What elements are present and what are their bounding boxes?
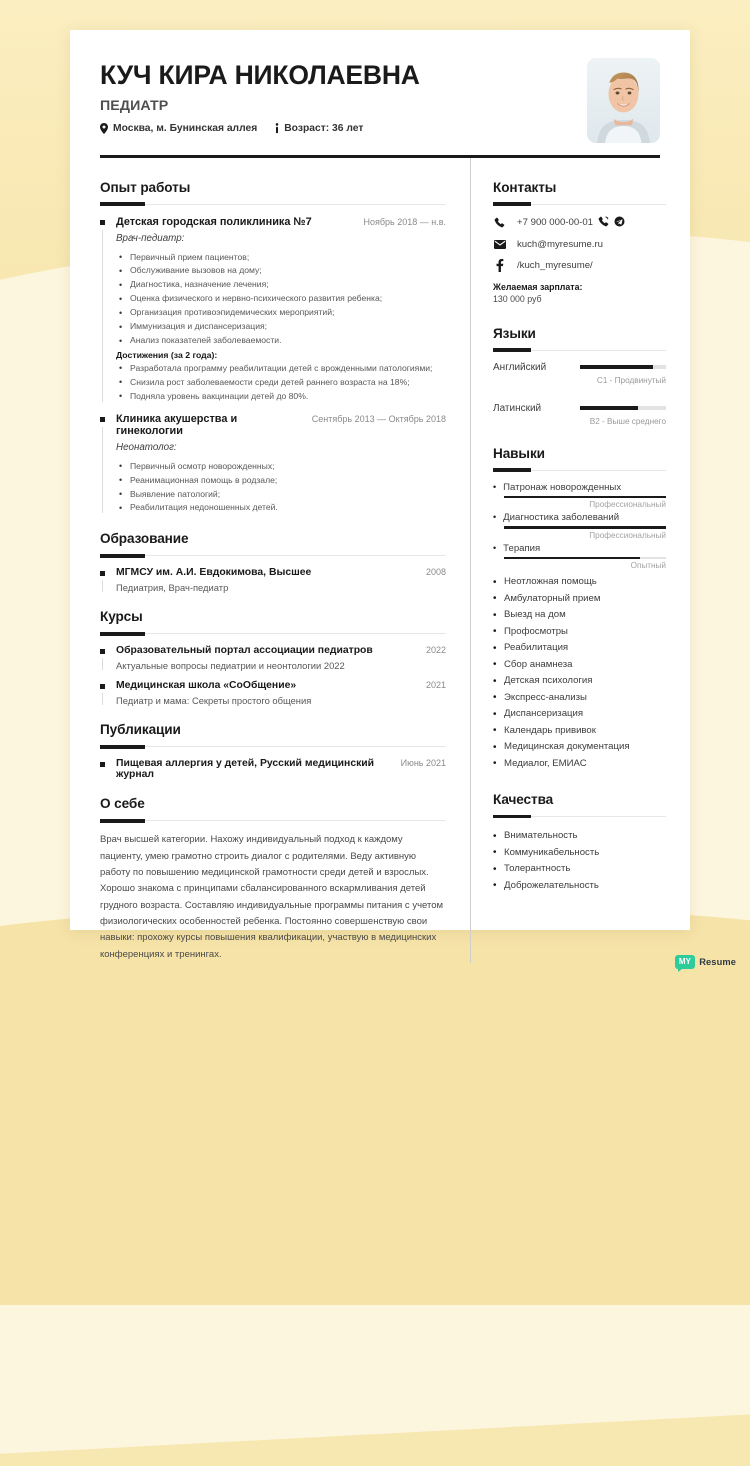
phone-number: +7 900 000-00-01 [517, 217, 594, 228]
header-meta-row [100, 123, 420, 134]
section-title-about: О себе [100, 796, 145, 812]
contact-social[interactable] [493, 259, 666, 272]
resume-document [70, 30, 690, 960]
main-column [70, 158, 470, 964]
contact-email[interactable] [493, 239, 666, 250]
section-title-education: Образование [100, 531, 189, 547]
course-item [100, 645, 446, 671]
list-item: • Диспансеризация [493, 706, 666, 723]
publication-item [100, 758, 446, 780]
logo-badge: MY [675, 955, 695, 970]
section-underline [100, 746, 446, 747]
bullet-icon: • [493, 512, 497, 522]
salary-value: 130 000 руб [493, 293, 542, 304]
language-name: Латинский [493, 402, 542, 414]
language-progress-bar [580, 406, 666, 410]
list-item: • Внимательность [493, 828, 666, 845]
age-meta [275, 123, 363, 134]
section-underline [493, 204, 666, 205]
section-title-courses: Курсы [100, 609, 143, 625]
section-title-contacts: Контакты [493, 179, 557, 195]
skill-level: Профессиональный [589, 500, 666, 509]
age-text: Возраст: 36 лет [284, 122, 364, 134]
social-handle: /kuch_myresume/ [517, 259, 593, 271]
section-languages [493, 326, 666, 426]
duties-list [116, 460, 446, 516]
position-name: Неонатолог: [116, 441, 177, 453]
achievements-list [116, 362, 446, 404]
education-item [100, 567, 446, 593]
section-underline [100, 633, 446, 634]
phone-icon [493, 217, 506, 228]
resume-body [70, 158, 690, 964]
section-underline [493, 816, 666, 817]
employment-dates: Сентябрь 2013 — Октябрь 2018 [311, 413, 446, 424]
section-title-publications: Публикации [100, 722, 181, 738]
language-row [493, 403, 666, 414]
skill-level: Профессиональный [589, 530, 666, 540]
qualities-list [493, 828, 666, 894]
job-title-subtitle: ПЕДИАТР [100, 97, 169, 114]
skill-rated-item [493, 482, 666, 510]
list-item: • Оценка физического и нервно-психического развития ребенка; [116, 292, 446, 306]
language-level: C1 - Продвинутый [596, 375, 666, 385]
section-title-languages: Языки [493, 325, 536, 341]
list-item: • Реабилитация [493, 640, 666, 657]
list-item: • Обслуживание вызовов на дому; [116, 264, 446, 278]
list-item: • Неотложная помощь [493, 574, 666, 591]
list-item: • Выезд на дом [493, 607, 666, 624]
list-item: • Первичный осмотр новорожденных; [116, 460, 446, 474]
duties-list [116, 251, 446, 348]
section-qualities [493, 792, 666, 894]
language-item [493, 362, 666, 385]
course-name: Актуальные вопросы педиатрии и неонтологии 2022 [116, 660, 345, 672]
list-item: • Профосмотры [493, 624, 666, 641]
salary-label: Желаемая зарплата: [493, 281, 583, 292]
language-row [493, 362, 666, 373]
school-name: МГМСУ им. А.И. Евдокимова, Высшее [116, 567, 312, 579]
location-pin-icon [100, 123, 108, 134]
skill-name: Диагностика заболеваний [503, 512, 620, 523]
language-level: B2 - Выше среднего [589, 416, 666, 426]
list-item: • Медицинская документация [493, 739, 666, 756]
skill-rated-item [493, 512, 666, 540]
list-item: • Выявление патологий; [116, 488, 446, 502]
course-year: 2021 [425, 680, 446, 691]
employer-name: Клиника акушерства и гинекологии [116, 412, 238, 437]
list-item: • Организация противоэпидемических мероприятий; [116, 306, 446, 320]
section-contacts [493, 180, 666, 304]
course-item [100, 680, 446, 706]
publication-name: Пищевая аллергия у детей, Русский медицинский журнал [116, 758, 375, 781]
skill-level: Опытный [630, 561, 666, 570]
list-item: • Снизила рост заболеваемости среди детей раннего возраста на 18%; [116, 376, 446, 390]
publication-item-header [116, 758, 446, 780]
section-about [100, 796, 446, 963]
bullet-icon: • [493, 542, 497, 553]
myresume-logo[interactable] [675, 955, 736, 970]
skill-progress-bar [504, 557, 666, 560]
list-item: • Иммунизация и диспансеризация; [116, 320, 446, 334]
publication-date: Июнь 2021 [400, 758, 446, 769]
bullet-icon: • [493, 481, 497, 492]
course-item-header [116, 645, 446, 656]
list-item: • Первичный прием пациентов; [116, 251, 446, 265]
skill-progress-bar [504, 496, 666, 499]
course-name: Педиатр и мама: Секреты простого общения [116, 695, 312, 707]
list-item: • Детская психология [493, 673, 666, 690]
skill-row [493, 543, 666, 554]
section-publications [100, 722, 446, 780]
telegram-icon[interactable] [614, 216, 625, 230]
page-title: КУЧ КИРА НИКОЛАЕВНА [100, 60, 420, 90]
section-title-qualities: Качества [493, 792, 554, 807]
course-provider: Медицинская школа «СоОбщение» [116, 680, 297, 692]
location-meta [100, 123, 257, 134]
list-item: • Анализ показателей заболеваемости. [116, 334, 446, 348]
list-item: • Сбор анамнеза [493, 657, 666, 674]
background-curve-bottom [0, 905, 750, 1305]
section-skills [493, 446, 666, 773]
location-text: Москва, м. Бунинская аллея [113, 122, 258, 134]
course-item-header [116, 680, 446, 691]
list-item: • Коммуникабельность [493, 845, 666, 862]
list-item: • Диагностика, назначение лечения; [116, 278, 446, 292]
list-item: • Подняла уровень вакцинации детей до 80%. [116, 390, 446, 404]
skills-list [493, 574, 666, 772]
skill-row [493, 482, 666, 493]
skill-row [493, 512, 666, 523]
position-name: Врач-педиатр: [116, 232, 185, 244]
contact-phone-text [517, 216, 625, 230]
section-title-experience: Опыт работы [100, 179, 191, 195]
avatar [587, 58, 660, 143]
list-item: • Разработала программу реабилитации детей с врожденными патологиями; [116, 362, 446, 376]
info-icon [275, 123, 279, 134]
section-courses [100, 609, 446, 706]
section-underline [100, 820, 446, 821]
graduation-year: 2008 [425, 567, 446, 578]
resume-header [70, 30, 690, 143]
section-education [100, 531, 446, 593]
degree-specialty: Педиатрия, Врач-педиатр [116, 582, 229, 594]
logo-wordmark: Resume [699, 956, 736, 967]
employer-name: Детская городская поликлиника №7 [116, 215, 312, 228]
section-underline [493, 350, 666, 351]
section-underline [100, 204, 446, 205]
email-address: kuch@myresume.ru [517, 238, 603, 250]
section-underline [100, 555, 446, 556]
about-text: Врач высшей категории. Нахожу индивидуальный подход к каждому пациенту, умею грамотно строить диалог с родителями. Веду активную работу по повышению медицинской грамотности среди детей и взрослых. Хорошо знакома с принципами сбалансированного вскармливания детей грудного возраста. Составляю индивидуальные программы питания с учетом физиологических особенностей ребенка. Постоянно совершенствую свои навыки: прохожу курсы повышения квалификации, участвую в медицинских конференциях и тренингах. [100, 834, 444, 960]
course-provider: Образовательный портал ассоциации педиатров [116, 645, 373, 657]
list-item: • Экспресс-анализы [493, 690, 666, 707]
language-item [493, 403, 666, 426]
language-name: Английский [493, 361, 547, 373]
whatsapp-icon[interactable] [598, 216, 609, 230]
course-year: 2022 [425, 645, 446, 656]
section-experience [100, 180, 446, 516]
employment-dates: Ноябрь 2018 — н.в. [363, 216, 446, 227]
facebook-icon [493, 259, 506, 272]
achievements-title: Достижения (за 2 года): [116, 349, 218, 360]
education-item-header [116, 567, 446, 578]
header-text-block [100, 58, 420, 134]
list-item: • Реанимационная помощь в родзале; [116, 474, 446, 488]
sidebar-column [470, 158, 690, 964]
list-item: • Толерантность [493, 861, 666, 878]
email-icon [493, 240, 506, 249]
list-item: • Доброжелательность [493, 878, 666, 895]
list-item: • Календарь прививок [493, 723, 666, 740]
experience-item [100, 413, 446, 516]
section-title-skills: Навыки [493, 445, 545, 461]
skill-name: Терапия [503, 542, 541, 554]
list-item: • Реабилитация недоношенных детей. [116, 501, 446, 515]
section-underline [493, 470, 666, 471]
list-item: • Медиалог, ЕМИАС [493, 756, 666, 773]
experience-item [100, 216, 446, 404]
skill-progress-bar [504, 526, 666, 529]
list-item: • Амбулаторный прием [493, 591, 666, 608]
skill-name: Патронаж новорожденных [503, 481, 622, 493]
experience-item-header [116, 413, 446, 437]
language-progress-bar [580, 365, 666, 369]
contact-phone[interactable] [493, 216, 666, 230]
experience-item-header [116, 216, 446, 228]
skill-rated-item [493, 543, 666, 571]
